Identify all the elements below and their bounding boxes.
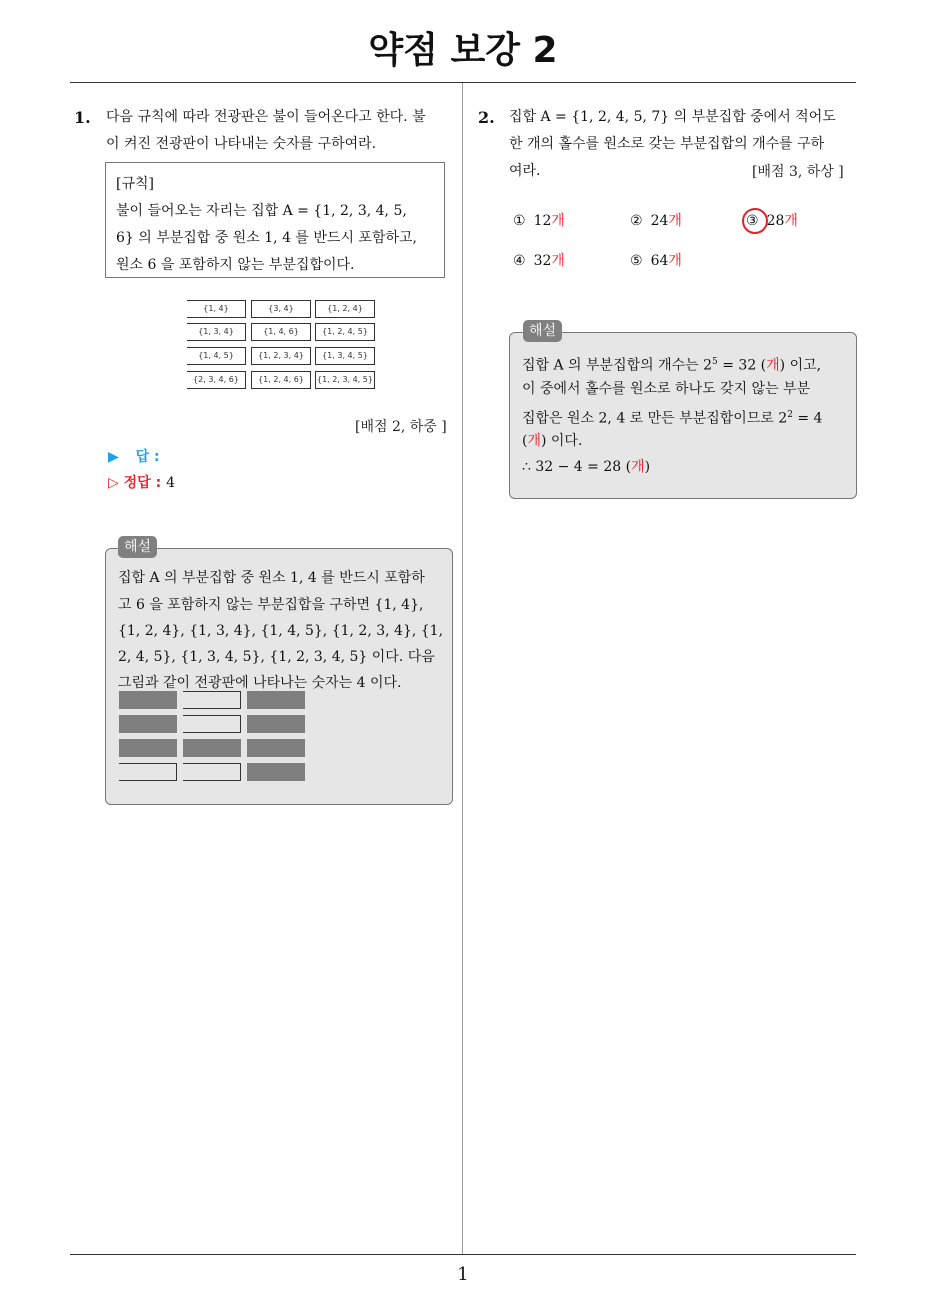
q2-unit: 개 [631, 459, 645, 475]
q2-sol-line4 [522, 428, 582, 455]
q2-sol-line5 [522, 454, 650, 481]
page-number: 1 [457, 1264, 469, 1285]
q2-unit: 개 [527, 433, 541, 449]
q1-tile: {1, 2, 3, 4, 5} [315, 371, 375, 389]
lit-cell [247, 715, 305, 733]
choice-value: 28 [766, 213, 785, 229]
bottom-rule [70, 1254, 856, 1255]
q1-rule-line2: 6} 의 부분집합 중 원소 1, 4 를 반드시 포함하고, [116, 230, 417, 246]
q1-tile: {1, 3, 4} [187, 323, 246, 341]
q1-sol-line3: {1, 2, 4}, {1, 3, 4}, {1, 4, 5}, {1, 2, 3, 4}, {1, [118, 623, 444, 639]
q2-sol-line5-b: ) [644, 459, 651, 475]
q2-sol-line4-a: ( [522, 433, 528, 449]
q1-correct-value: 4 [166, 475, 175, 491]
q2-sol-line1-a: 집합 A 의 부분집합의 개수는 2 [522, 357, 713, 374]
q1-line1: 다음 규칙에 따라 전광판은 불이 들어온다고 한다. 불 [106, 109, 426, 125]
choice-mark: ③ [746, 213, 759, 229]
choice-value: 24 [650, 213, 669, 229]
choice-5[interactable] [630, 250, 682, 270]
q1-correct-row [108, 472, 175, 492]
choice-unit: 개 [551, 253, 565, 269]
q2-line1: 집합 A = {1, 2, 4, 5, 7} 의 부분집합 중에서 적어도 [509, 109, 836, 125]
q1-tile: {3, 4} [251, 300, 311, 318]
q1-tile: {1, 2, 3, 4} [251, 347, 311, 365]
q1-number: 1. [74, 108, 91, 127]
q2-solution-tag: 해설 [523, 320, 562, 342]
q1-tile: {1, 3, 4, 5} [315, 347, 375, 365]
q2-sol-line1-b: = 32 ( [717, 357, 767, 374]
q1-answer-row [108, 446, 160, 466]
q2-sol-line1-c: ) 이고, [779, 357, 822, 374]
choice-2[interactable] [630, 210, 682, 230]
choice-value: 12 [533, 213, 552, 229]
q1-tile: {1, 2, 4, 6} [251, 371, 311, 389]
q1-sol-line1: 집합 A 의 부분집합 중 원소 1, 4 를 반드시 포함하 [118, 570, 425, 586]
correct-arrow-icon: ▷ [108, 475, 119, 491]
q2-sol-line4-b: ) 이다. [541, 433, 583, 449]
unlit-cell [119, 763, 177, 781]
q1-correct-label: 정답 : [123, 475, 162, 491]
q1-line2: 이 켜진 전광판이 나타내는 숫자를 구하여라. [106, 136, 377, 152]
q1-tile: {1, 4, 5} [187, 347, 246, 365]
choice-3[interactable] [746, 210, 798, 230]
q1-tile: {1, 2, 4, 5} [315, 323, 375, 341]
q2-line2: 한 개의 홀수를 원소로 갖는 부분집합의 개수를 구하 [509, 136, 825, 152]
q2-unit: 개 [766, 357, 780, 374]
lit-cell [119, 715, 177, 733]
choice-4[interactable] [513, 250, 565, 270]
q1-tile: {2, 3, 4, 6} [187, 371, 246, 389]
q2-sol-line3-exp: 2 [787, 410, 793, 420]
lit-cell [183, 739, 241, 757]
lit-cell [119, 691, 177, 709]
q1-sol-line5: 그림과 같이 전광판에 나타나는 숫자는 4 이다. [118, 675, 402, 691]
q1-rule-box [105, 162, 445, 278]
choice-unit: 개 [551, 213, 565, 229]
q1-tile: {1, 4, 6} [251, 323, 311, 341]
choice-mark: ⑤ [630, 253, 643, 269]
choice-mark: ④ [513, 253, 526, 269]
q1-sol-line4: 2, 4, 5}, {1, 3, 4, 5}, {1, 2, 3, 4, 5} 이다. 다음 [118, 649, 435, 665]
lit-cell [247, 691, 305, 709]
q1-meta: [배점 2, 하중 ] [355, 419, 447, 435]
q1-rule-line3: 원소 6 을 포함하지 않는 부분집합이다. [116, 257, 355, 273]
page-title: 약점 보강 2 [368, 30, 558, 71]
q2-sol-line5-a: ∴ 32 − 4 = 28 ( [522, 459, 632, 475]
column-divider [462, 83, 463, 1255]
unlit-cell [183, 715, 241, 733]
choice-value: 32 [533, 253, 552, 269]
choice-unit: 개 [668, 253, 682, 269]
choice-value: 64 [650, 253, 669, 269]
q2-line3: 여라. [509, 163, 541, 179]
q2-number: 2. [478, 108, 495, 127]
choice-1[interactable] [513, 210, 565, 230]
answer-arrow-icon: ▶ [108, 449, 119, 465]
q1-rule-title: [규칙] [116, 176, 154, 192]
q1-rule-line1: 불이 들어오는 자리는 집합 A = {1, 2, 3, 4, 5, [116, 203, 407, 219]
choice-unit: 개 [784, 213, 798, 229]
lit-cell [247, 739, 305, 757]
lit-cell [119, 739, 177, 757]
top-rule [70, 82, 856, 83]
q1-answer-label: 답 : [135, 449, 160, 465]
q1-solution-tag: 해설 [118, 536, 157, 558]
choice-mark: ② [630, 213, 643, 229]
q2-sol-line3-a: 집합은 원소 2, 4 로 만든 부분집합이므로 2 [522, 410, 788, 427]
choice-mark: ① [513, 213, 526, 229]
q2-meta: [배점 3, 하상 ] [752, 164, 844, 180]
q2-sol-line3-b: = 4 [792, 410, 823, 427]
q2-sol-line1-exp: 5 [712, 357, 718, 367]
lit-cell [247, 763, 305, 781]
unlit-cell [183, 691, 241, 709]
q1-tile: {1, 2, 4} [315, 300, 375, 318]
choice-unit: 개 [668, 213, 682, 229]
q1-tile: {1, 4} [187, 300, 246, 318]
q1-sol-line2: 고 6 을 포함하지 않는 부분집합을 구하면 {1, 4}, [118, 597, 424, 613]
unlit-cell [183, 763, 241, 781]
q2-sol-line2: 이 중에서 홀수를 원소로 하나도 갖지 않는 부분 [522, 381, 811, 397]
